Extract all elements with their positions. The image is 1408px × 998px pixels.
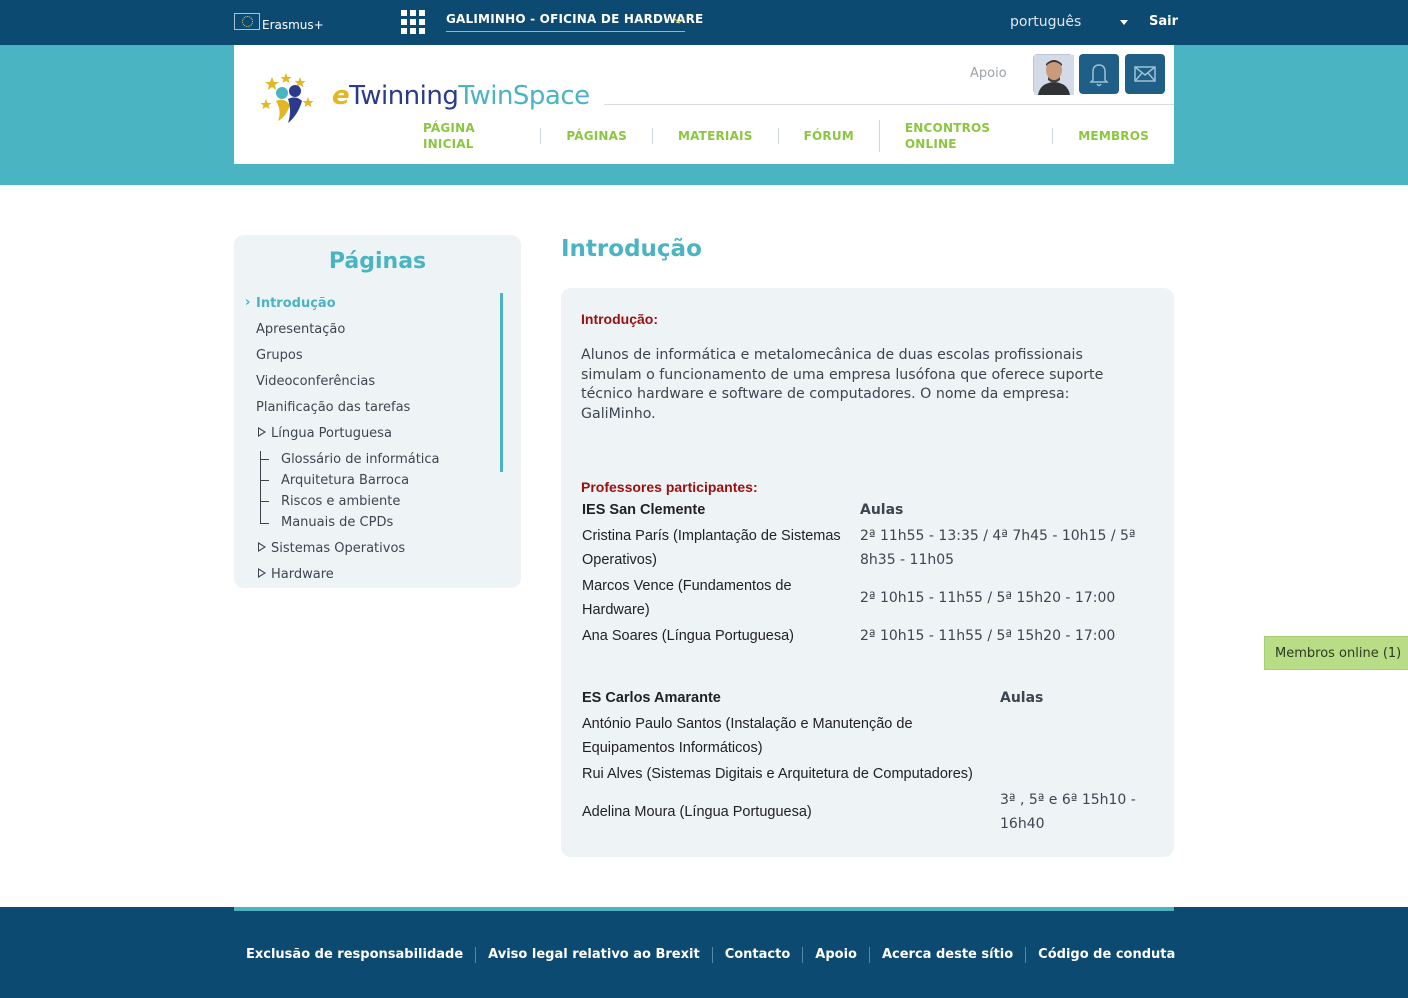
logo-e: e [332,81,350,111]
caret-down-icon [1120,20,1128,25]
apps-grid-icon[interactable] [401,10,425,34]
sidebar-item-riscos-ambiente[interactable]: Riscos e ambiente [281,494,401,509]
sidebar-item-introducao[interactable] [245,295,336,311]
school1-aulas-header: Aulas [860,502,904,518]
table-cell-teacher: Ana Soares (Língua Portuguesa) [582,628,794,644]
eu-flag-icon [234,13,260,30]
professors-heading: Professores participantes: [581,479,758,495]
nav-home[interactable]: PÁGINA INICIAL [423,121,475,151]
tree-branch [260,459,269,460]
sidebar-item-videoconferencias[interactable]: Videoconferências [256,374,376,389]
table-cell-teacher: Marcos Vence (Fundamentos de [582,578,792,594]
messages-button[interactable] [1125,54,1165,94]
etwinning-logo[interactable] [258,67,590,127]
envelope-icon [1125,54,1165,94]
sidebar-item-label: Língua Portuguesa [271,426,392,441]
notifications-button[interactable] [1079,54,1119,94]
tree-connector [260,451,261,524]
footer-link-code-of-conduct[interactable]: Código de conduta [1025,947,1187,963]
nav-forum[interactable]: FÓRUM [778,128,879,144]
sidebar-item-manuais-cpds[interactable]: Manuais de CPDs [281,515,394,530]
footer-link-disclaimer[interactable]: Exclusão de responsabilidade [246,947,464,962]
sidebar-item-label: Introdução [256,296,336,311]
nav-pages[interactable]: PÁGINAS [540,128,652,144]
sidebar-item-hardware[interactable] [258,567,334,582]
sidebar-item-arquitetura-barroca[interactable]: Arquitetura Barroca [281,473,410,488]
footer-link-about[interactable]: Acerca deste sítio [869,947,1025,963]
school2-aulas-header: Aulas [1000,690,1044,706]
support-link[interactable]: Apoio [970,66,1007,81]
footer-link-support[interactable]: Apoio [802,947,869,963]
tree-branch [260,501,269,502]
footer-links [234,946,1187,964]
language-label: português [1010,14,1082,30]
expand-triangle-icon[interactable] [258,427,266,437]
table-cell-teacher: António Paulo Santos (Instalação e Manutenção de [582,716,913,732]
sidebar-item-sistemas-operativos[interactable] [258,541,405,556]
table-cell-time: 16h40 [1000,816,1045,832]
bell-icon [1079,54,1119,94]
school1-name: IES San Clemente [582,502,706,518]
expand-triangle-icon[interactable] [258,542,266,552]
header-divider [604,104,1174,105]
page-title: Introdução [561,236,702,262]
chevron-right-icon: › [245,295,251,310]
sidebar-item-label: Sistemas Operativos [271,541,406,556]
sidebar-item-planificacao[interactable]: Planificação das tarefas [256,400,411,415]
logo-twinning: Twinning [349,81,459,111]
user-avatar-icon [1034,55,1074,95]
expand-triangle-icon[interactable] [258,568,266,578]
nav-online-meetings[interactable]: ENCONTROS ONLINE [879,120,1052,152]
table-cell-teacher: Operativos) [582,552,657,568]
footer-link-contact[interactable]: Contacto [712,947,803,963]
school2-name: ES Carlos Amarante [582,690,721,706]
table-cell-teacher: Adelina Moura (Língua Portuguesa) [582,804,812,820]
logo-twinspace: TwinSpace [458,81,590,111]
tree-branch [260,480,269,481]
sidebar-title: Páginas [328,249,427,274]
table-cell-time: 3ª , 5ª e 6ª 15h10 - [1000,792,1136,808]
table-cell-time: 2ª 11h55 - 13:35 / 4ª 7h45 - 10h15 / 5ª [860,528,1136,544]
table-cell-time: 8h35 - 11h05 [860,552,955,568]
sidebar-item-label: Hardware [271,567,334,582]
intro-heading: Introdução: [581,311,658,327]
sidebar-item-glossario[interactable]: Glossário de informática [281,452,440,467]
etwinning-emblem-icon [262,71,316,125]
sidebar-scrollbar[interactable] [500,293,503,472]
table-cell-time: 2ª 10h15 - 11h55 / 5ª 15h20 - 17:00 [860,628,1116,644]
table-cell-teacher: Hardware) [582,602,650,618]
table-cell-teacher: Cristina París (Implantação de Sistemas [582,528,841,544]
footer-accent-rule [234,907,1174,911]
language-select[interactable] [1010,14,1130,30]
footer-link-brexit[interactable]: Aviso legal relativo ao Brexit [475,947,712,963]
sidebar-item-grupos[interactable]: Grupos [256,348,303,363]
avatar[interactable] [1033,54,1073,94]
table-cell-time: 2ª 10h15 - 11h55 / 5ª 15h20 - 17:00 [860,590,1116,606]
sidebar-item-lingua-portuguesa[interactable] [258,426,392,441]
project-select-label: GALIMINHO - OFICINA DE HARDWARE [446,12,704,26]
table-cell-teacher: Rui Alves (Sistemas Digitais e Arquitetura de Computadores) [582,766,973,782]
etwinning-wordmark [332,81,590,111]
tree-branch [260,523,269,524]
table-cell-teacher: Equipamentos Informáticos) [582,740,763,756]
logout-link[interactable]: Sair [1149,14,1179,29]
project-select[interactable] [446,12,704,32]
online-members-tab[interactable]: Membros online (1) [1264,636,1408,670]
top-bar [0,0,1408,45]
intro-paragraph: Alunos de informática e metalomecânica de duas escolas profissionais simulam o funcionamento de uma empresa lusófona que oferece suporte técnico hardware e software de computadores. O nome da empresa: GaliMinho. [581,347,1104,423]
nav-members[interactable]: MEMBROS [1052,128,1174,144]
main-navigation [398,121,1174,151]
nav-materials[interactable]: MATERIAIS [652,128,778,144]
erasmus-label: Erasmus+ [262,18,324,32]
sidebar-item-apresentacao[interactable]: Apresentação [256,322,346,337]
erasmus-logo [234,13,324,32]
